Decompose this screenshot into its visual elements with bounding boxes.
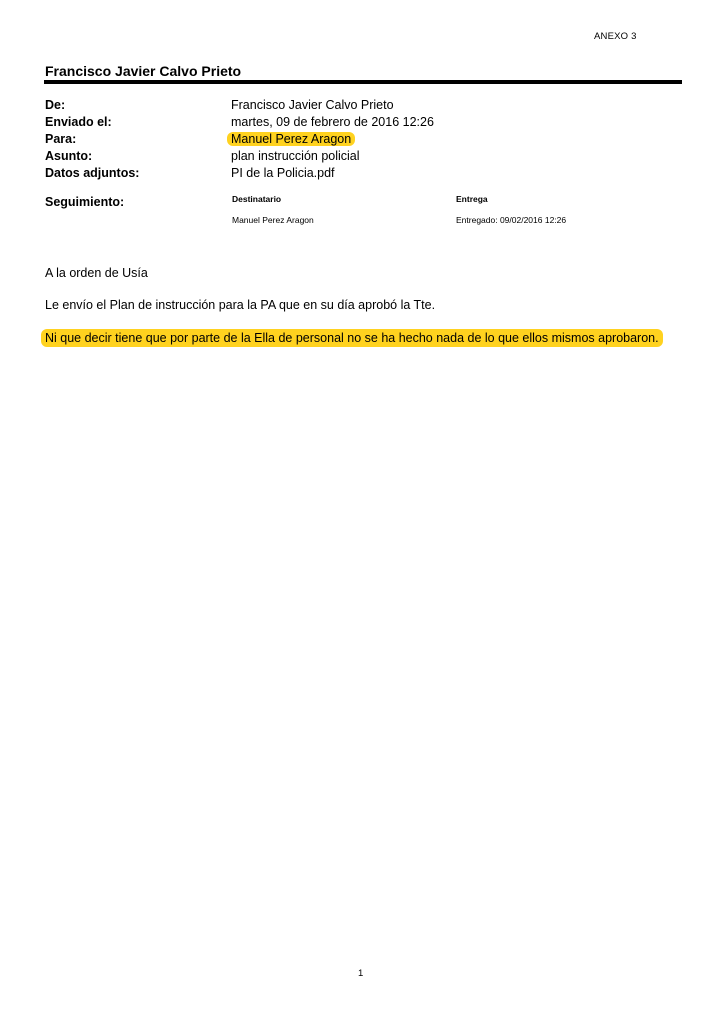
from-row — [45, 97, 665, 114]
body-highlight: Ni que decir tiene que por parte de la Ella de personal no se ha hecho nada de lo que ellos mismos aprobaron. — [41, 329, 663, 347]
from-label: De: — [45, 98, 66, 112]
email-header-fields — [45, 97, 665, 182]
annex-label: ANEXO 3 — [594, 31, 637, 42]
body-highlighted-paragraph — [45, 331, 685, 345]
to-row — [45, 131, 665, 148]
header-divider — [44, 80, 682, 84]
tracking-section — [45, 194, 665, 234]
tracking-col-recipient: Destinatario — [232, 194, 282, 204]
tracking-col-delivery: Entrega — [456, 194, 488, 204]
subject-row — [45, 148, 665, 165]
subject-value: plan instrucción policial — [231, 149, 360, 163]
attachments-label: Datos adjuntos: — [45, 166, 140, 180]
to-value — [231, 131, 665, 148]
tracking-recipient-value: Manuel Perez Aragon — [232, 215, 314, 225]
to-value-highlight: Manuel Perez Aragon — [227, 132, 355, 146]
attachments-value: PI de la Policia.pdf — [231, 166, 335, 180]
body-greeting: A la orden de Usía — [45, 266, 148, 280]
tracking-delivery-value: Entregado: 09/02/2016 12:26 — [456, 215, 567, 225]
tracking-label: Seguimiento: — [45, 195, 125, 209]
from-value: Francisco Javier Calvo Prieto — [231, 98, 394, 112]
body-paragraph: Le envío el Plan de instrucción para la PA que en su día aprobó la Tte. — [45, 298, 436, 312]
page-number: 1 — [358, 968, 364, 979]
sent-row — [45, 114, 665, 131]
sent-value: martes, 09 de febrero de 2016 12:26 — [231, 115, 434, 129]
attachments-row — [45, 165, 665, 182]
sent-label: Enviado el: — [45, 115, 112, 129]
subject-label: Asunto: — [45, 149, 93, 163]
to-label: Para: — [45, 132, 77, 146]
sender-name-title: Francisco Javier Calvo Prieto — [45, 63, 242, 79]
